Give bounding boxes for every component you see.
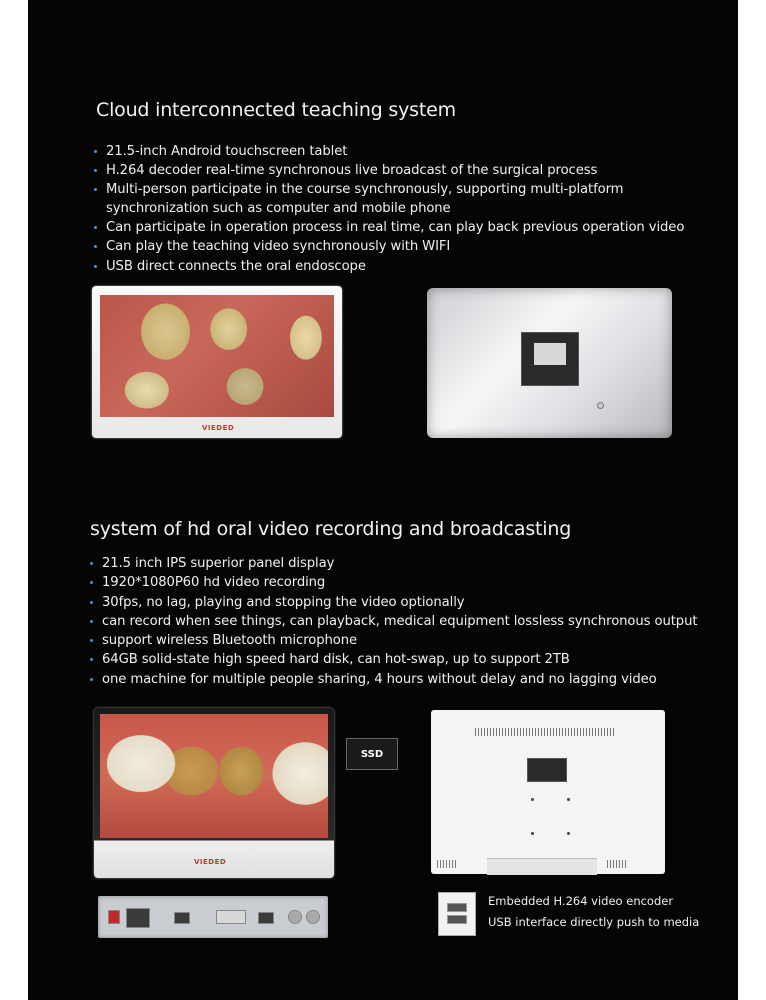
- ssd-label: SSD: [360, 748, 384, 760]
- list-item: H.264 decoder real-time synchronous live broadcast of the surgical process: [94, 161, 684, 180]
- section2-title: system of hd oral video recording and broadcasting: [90, 518, 572, 540]
- list-item: Can participate in operation process in real time, can play back previous operation video: [94, 218, 684, 237]
- bottom-vent-right: [607, 860, 627, 868]
- usb-slot: [447, 903, 467, 912]
- back-label: [534, 343, 566, 365]
- mount-hole: [567, 832, 570, 835]
- power-switch-icon: [108, 910, 120, 924]
- hdmi-out-port-icon: [258, 912, 274, 924]
- list-item: 64GB solid-state high speed hard disk, can hot-swap, up to support 2TB: [90, 650, 697, 669]
- monitor-front-image: [94, 708, 334, 878]
- usb-slot: [447, 915, 467, 924]
- list-item: 21.5 inch IPS superior panel display: [90, 554, 697, 573]
- back-mount-plate: [521, 332, 579, 386]
- section1-feature-list: [94, 142, 684, 276]
- monitor-screen-dental-image: [100, 714, 328, 838]
- list-item: can record when see things, can playback, medical equipment lossless synchronous output: [90, 612, 697, 631]
- dvi-port-icon: [216, 910, 246, 924]
- ssd-module-icon: [346, 738, 398, 770]
- list-item-continuation: synchronization such as computer and mobile phone: [106, 201, 451, 217]
- hdmi-port-icon: [174, 912, 190, 924]
- usb-caption: USB interface directly push to media: [488, 915, 700, 929]
- power-button-icon: [597, 402, 604, 409]
- sdi-port-icon: [288, 910, 302, 924]
- tablet-screen-dental-image: [100, 295, 334, 417]
- tablet-front-image: [92, 286, 342, 438]
- list-item: 30fps, no lag, playing and stopping the video optionally: [90, 593, 697, 612]
- list-item: support wireless Bluetooth microphone: [90, 631, 697, 650]
- mount-hole: [567, 798, 570, 801]
- tablet-back-image: [427, 288, 672, 438]
- sdi-port-icon: [306, 910, 320, 924]
- rear-connector-panel: [98, 896, 328, 938]
- top-vent: [475, 728, 615, 736]
- product-page: [28, 0, 738, 1000]
- section1-title: Cloud interconnected teaching system: [96, 99, 456, 121]
- power-socket-icon: [126, 908, 150, 928]
- monitor-back-image: [431, 710, 665, 874]
- list-item: 21.5-inch Android touchscreen tablet: [94, 142, 684, 161]
- usb-interface-icon: [438, 892, 476, 936]
- mount-hole: [531, 832, 534, 835]
- list-item: Can play the teaching video synchronously with WIFI: [94, 237, 684, 256]
- bottom-vent-left: [437, 860, 457, 868]
- encoder-caption: Embedded H.264 video encoder: [488, 894, 674, 908]
- list-item: one machine for multiple people sharing, 4 hours without delay and no lagging video: [90, 670, 697, 689]
- tablet-brand-logo: VIEDED: [202, 424, 235, 432]
- mount-hole: [531, 798, 534, 801]
- stand: [487, 858, 597, 875]
- section2-feature-list: [90, 554, 697, 689]
- monitor-brand-logo: VIEDED: [194, 858, 227, 866]
- list-item: Multi-person participate in the course synchronously, supporting multi-platform: [94, 180, 684, 199]
- list-item: 1920*1080P60 hd video recording: [90, 573, 697, 592]
- back-label-plate: [527, 758, 567, 782]
- list-item: USB direct connects the oral endoscope: [94, 257, 684, 276]
